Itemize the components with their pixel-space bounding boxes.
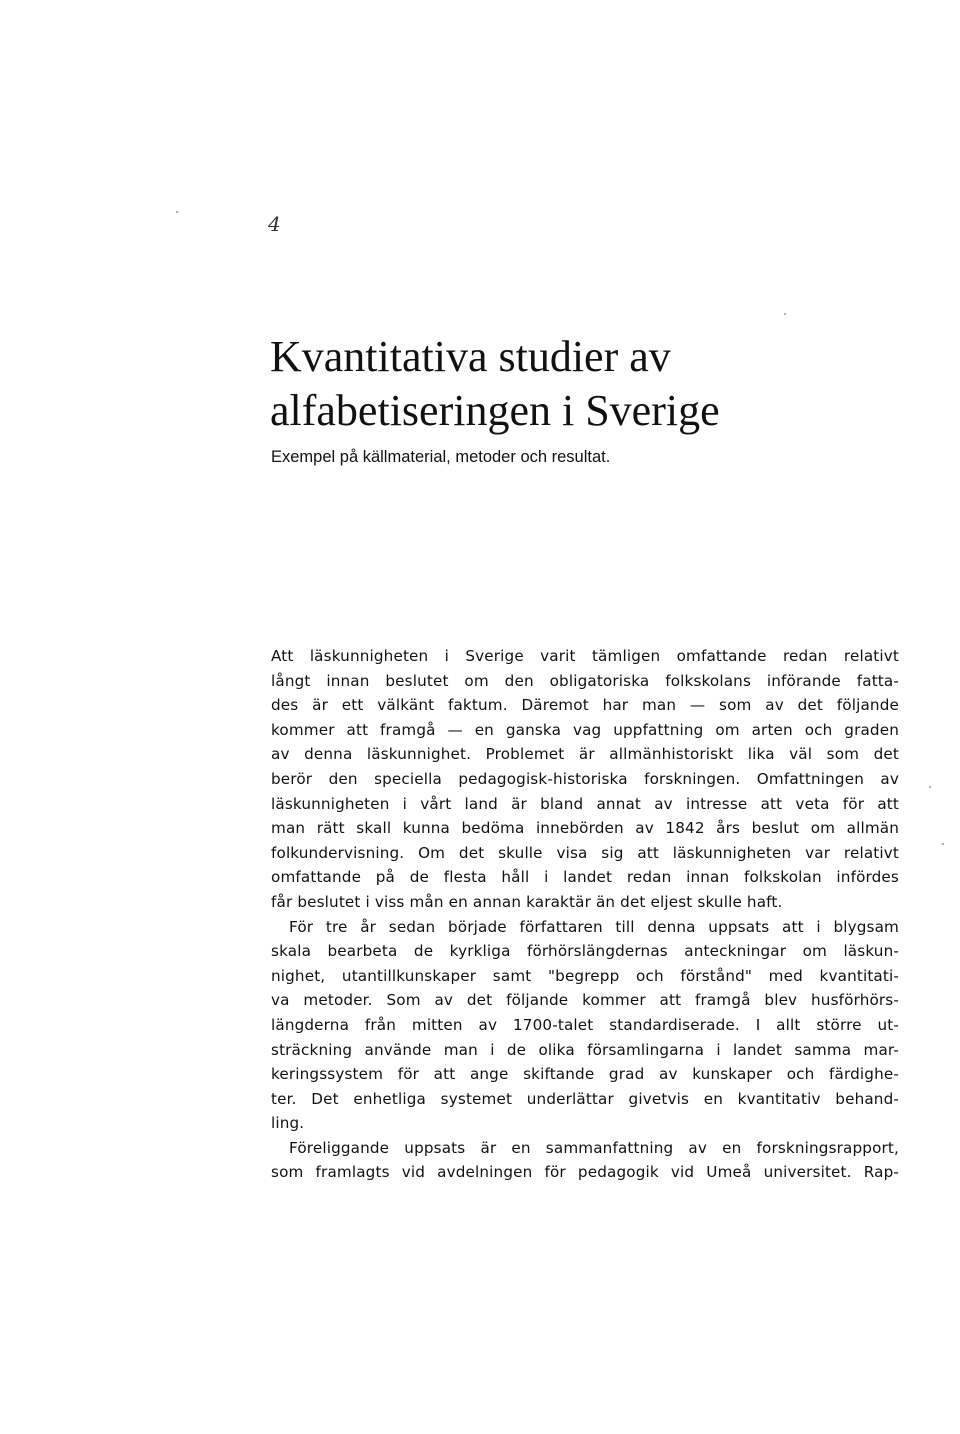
chapter-subtitle: Exempel på källmaterial, metoder och resultat.: [271, 448, 611, 466]
body-line: omfattande på de flesta håll i landet redan innan folkskolan infördes: [271, 868, 899, 887]
chapter-title-line-2: alfabetiseringen i Sverige: [270, 386, 720, 435]
body-line: av denna läskunnighet. Problemet är allmänhistoriskt lika väl som det: [271, 745, 899, 764]
body-line: folkundervisning. Om det skulle visa sig att läskunnigheten var relativt: [271, 843, 899, 862]
body-line: skala bearbeta de kyrkliga förhörslängdernas anteckningar om läskun-: [271, 942, 899, 961]
body-line: långt innan beslutet om den obligatoriska folkskolans införande fatta-: [271, 671, 899, 690]
body-line: Att läskunnigheten i Sverige varit tämligen omfattande redan relativt: [271, 647, 899, 665]
page-number: 4: [268, 212, 281, 236]
body-line: Föreliggande uppsats är en sammanfattning av en forskningsrapport,: [289, 1138, 899, 1157]
chapter-title: [270, 330, 910, 438]
body-line: För tre år sedan började författaren till denna uppsats att i blygsam: [289, 917, 899, 936]
body-line: ter. Det enhetliga systemet underlättar givetvis en kvantitativ behand-: [271, 1089, 899, 1108]
scan-speck: [942, 843, 944, 845]
body-line: man rätt skall kunna bedöma innebörden av 1842 års beslut om allmän: [271, 819, 899, 838]
body-line: läskunnigheten i vårt land är bland annat av intresse att veta för att: [271, 794, 899, 813]
chapter-title-line-1: Kvantitativa studier av: [270, 332, 671, 381]
scan-speck: [784, 313, 786, 315]
scan-speck: [176, 211, 178, 213]
body-line: ling.: [271, 1114, 305, 1133]
body-line: keringssystem för att ange skiftande grad av kunskaper och färdighe-: [271, 1065, 899, 1084]
body-line: längderna från mitten av 1700-talet standardiserade. I allt större ut-: [271, 1015, 899, 1034]
body-line: kommer att framgå — en ganska vag uppfattning om arten och graden: [271, 720, 899, 739]
body-line: berör den speciella pedagogisk-historiska forskningen. Omfattningen av: [271, 769, 899, 788]
body-line: nighet, utantillkunskaper samt "begrepp och förstånd" med kvantitati-: [271, 966, 899, 985]
scan-speck: [929, 786, 931, 788]
body-line: des är ett välkänt faktum. Däremot har man — som av det följande: [271, 696, 899, 715]
body-line: som framlagts vid avdelningen för pedagogik vid Umeå universitet. Rap-: [271, 1163, 899, 1182]
body-line: får beslutet i viss mån en annan karaktär än det eljest skulle haft.: [271, 892, 783, 911]
body-text: [271, 644, 899, 1185]
body-line: sträckning använde man i de olika församlingarna i landet samma mar-: [271, 1040, 899, 1059]
body-line: va metoder. Som av det följande kommer att framgå blev husförhörs-: [271, 991, 899, 1010]
